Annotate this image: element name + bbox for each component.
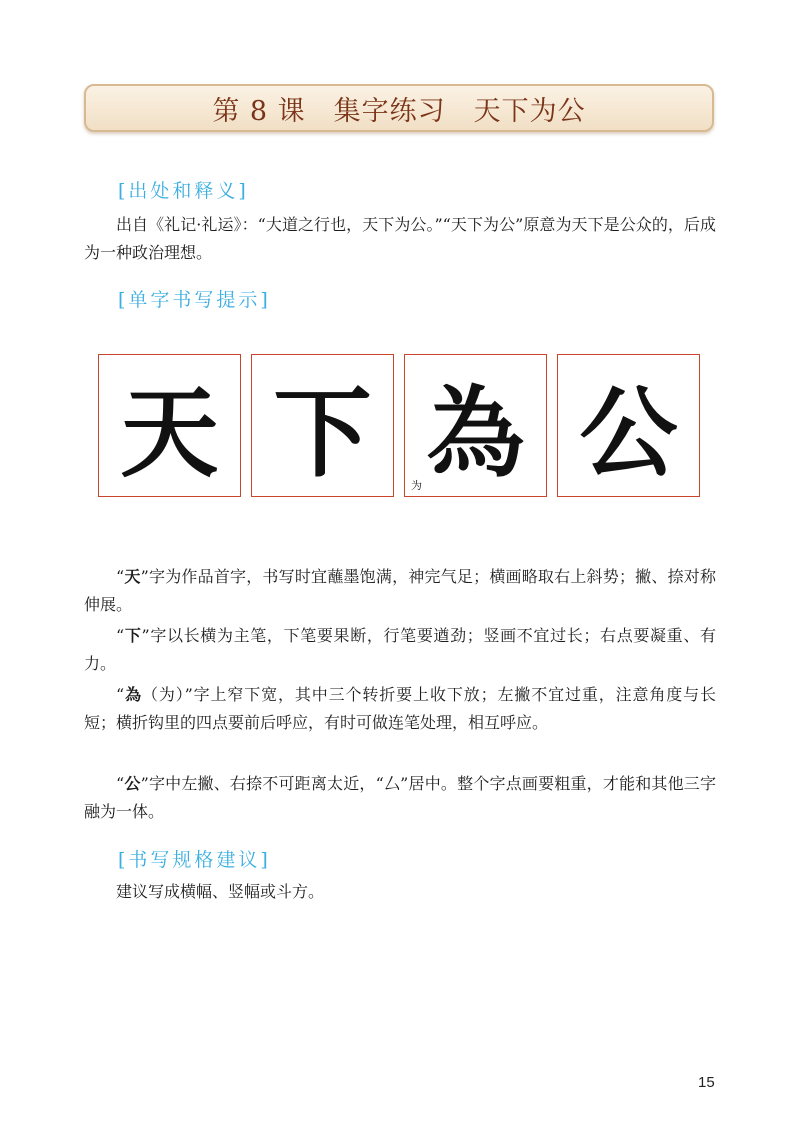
- calligraphy-glyph: 公: [579, 377, 678, 491]
- tip-char: 下: [124, 626, 142, 645]
- tip-paragraph-xia: “下”字以长横为主笔，下笔要果断，行笔要遒劲；竖画不宜过长；右点要凝重、有力。: [84, 626, 716, 673]
- character-cell-4: [557, 354, 700, 497]
- tip-char: 天: [124, 567, 141, 586]
- tip-paragraph-gong: “公”字中左撇、右捺不可距离太近，“厶”居中。整个字点画要粗重，才能和其他三字融为一体。: [84, 774, 716, 821]
- tip-char: 公: [124, 774, 141, 793]
- tips-heading: [单字书写提示]: [118, 289, 271, 311]
- calligraphy-glyph: 為: [426, 377, 525, 491]
- tip-text: ”字以长横为主笔，下笔要果断，行笔要遒劲；竖画不宜过长；右点要凝重、有力。: [84, 626, 716, 673]
- lesson-title-banner: [84, 84, 714, 132]
- calligraphy-glyph: 下: [273, 377, 372, 491]
- page-number: 15: [698, 1074, 715, 1091]
- calligraphy-glyph: 天: [120, 377, 219, 491]
- lesson-title: 第 8 课 集字练习 天下为公: [212, 95, 586, 127]
- origin-heading: [出处和释义]: [118, 180, 249, 202]
- format-heading: [书写规格建议]: [118, 849, 271, 871]
- character-cell-3: [404, 354, 547, 497]
- character-cell-2: [251, 354, 394, 497]
- origin-body: 出自《礼记·礼运》：“大道之行也，天下为公。”“天下为公”原意为天下是公众的，后成为一种政治理想。: [84, 215, 716, 262]
- character-cell-1: [98, 354, 241, 497]
- tip-text: （为）”字上窄下宽，其中三个转折要上收下放；左撇不宜过重，注意角度与长短；横折钩里的四点要前后呼应，有时可做连笔处理，相互呼应。: [84, 685, 716, 732]
- tip-paragraph-tian: “天”字为作品首字，书写时宜蘸墨饱满，神完气足；横画略取右上斜势；撇、捺对称伸展。: [84, 567, 716, 614]
- simplified-note: 为: [411, 479, 422, 492]
- tip-char: 為: [124, 685, 142, 704]
- tip-text: ”字为作品首字，书写时宜蘸墨饱满，神完气足；横画略取右上斜势；撇、捺对称伸展。: [84, 567, 716, 614]
- tip-paragraph-wei: “為（为）”字上窄下宽，其中三个转折要上收下放；左撇不宜过重，注意角度与长短；横折钩里的四点要前后呼应，有时可做连笔处理，相互呼应。: [84, 685, 716, 732]
- format-body: 建议写成横幅、竖幅或斗方。: [116, 882, 325, 901]
- tip-text: ”字中左撇、右捺不可距离太近，“厶”居中。整个字点画要粗重，才能和其他三字融为一体。: [84, 774, 716, 821]
